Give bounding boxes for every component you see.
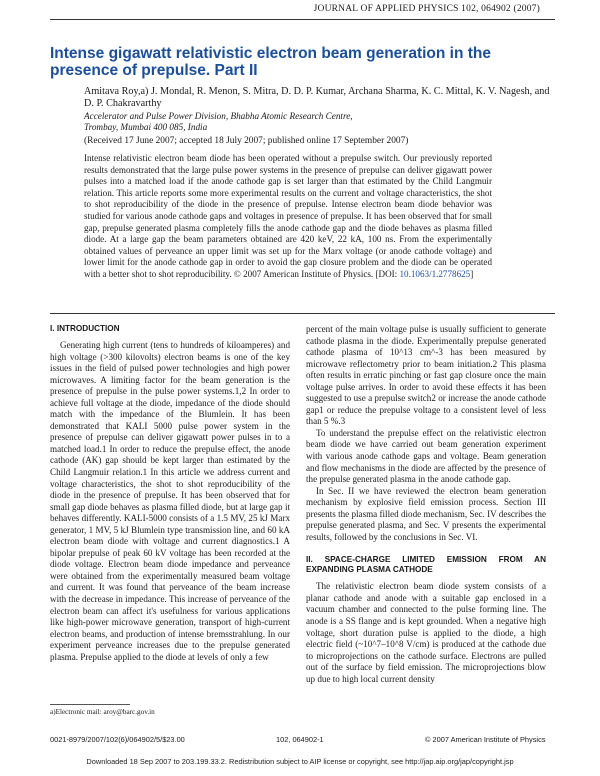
footnote: a)Electronic mail: aroy@barc.gov.in	[50, 708, 155, 716]
affiliation-line-2: Trombay, Mumbai 400 085, India	[84, 122, 208, 133]
sec2-paragraph-1: The relativistic electron beam diode system consists of a planar cathode and anode with a suitable gap enclosed in a vacuum chamber and connected to the pulse forming line. The anode is a SS flange and is kept grounded. When a negative high voltage, short duration pulse is applied to the diode, a high electric field (~10^7–10^8 V/cm) is produced at the cathode due to microprojections on the cathode surface. Electrons are pulled out of the surface by field emission. The microprojections blow up due to high local current density	[306, 581, 546, 684]
doi-link[interactable]: 10.1063/1.2778625	[399, 268, 471, 279]
footer-copyright: © 2007 American Institute of Physics	[425, 735, 546, 744]
footer-page-number: 102, 064902-1	[276, 735, 324, 744]
right-paragraph-2: To understand the prepulse effect on the relativistic electron beam diode we have carried out beam generation experiment with various anode cathode gaps and voltage. Beam generation and flow mechanisms in the diode are affected by the presence of the prepulse generated plasma in the anode cathode gap.	[306, 427, 546, 485]
left-column	[50, 324, 290, 663]
footer-issn: 0021-8979/2007/102(6)/064902/5/$23.00	[50, 735, 185, 744]
doi-close: ]	[470, 268, 474, 279]
right-column	[306, 324, 546, 685]
paper-title: Intense gigawatt relativistic electron beam generation in the presence of prepulse. Part II	[50, 45, 492, 79]
abstract	[84, 153, 492, 281]
abstract-text: Intense relativistic electron beam diode has been operated without a prepulse switch. Our previously reported results demonstrated that the large pulse power systems in the presence of prepulse can deliver gigawatt power pulses into a matched load if the anode cathode gap is set larger than that estimated by the Child Langmuir relation. This article reports some more experimental results on the current and voltage characteristics, the shot to shot reproducibility of the diode in the presence of prepulse. Intense electron beam diode behavior was studied for various anode cathode gaps and voltages in presence of prepulse. It has been observed that for small gap, prepulse generated plasma completely fills the anode cathode gap and the diode behaves as plasma filled diode. At a large gap the beam parameters obtained are 420 keV, 22 kA, 100 ns. From the experimentally obtained values of perveance an upper limit was set up for the Marx voltage (or anode cathode voltage) and lower limit for the anode cathode gap in order to avoid the gap closure problem and the diode can be operated with a better shot to shot reproducibility. © 2007 American Institute of Physics.	[84, 153, 492, 279]
author-list: Amitava Roy,a) J. Mondal, R. Menon, S. Mitra, D. D. P. Kumar, Archana Sharma, K. C. Mittal, K. V. Nagesh, and D. P. Chakravarthy	[84, 86, 550, 110]
header-rule	[50, 19, 555, 20]
section-heading-introduction: I. INTRODUCTION	[50, 324, 120, 333]
section-heading-space-charge: II. SPACE-CHARGE LIMITED EMISSION FROM AN EXPANDING PLASMA CATHODE	[306, 555, 546, 575]
right-paragraph-1: percent of the main voltage pulse is usually sufficient to generate cathode plasma in the diode. Experimentally prepulse generated cathode plasma of 10^13 cm^-3 has been measured by microwave reflectometry prior to beam initiation.2 This plasma often results in erratic pinching or fast gap closure once the main voltage pulse arrives. In order to avoid these effects it has been suggested to use a prepulse switch2 or increase the anode cathode gap1 or reduce the prepulse voltage to a consistent level of less than 5 %.3	[306, 324, 546, 427]
intro-paragraph: Generating high current (tens to hundreds of kiloamperes) and high voltage (>300 kilovolts) electron beams is one of the key issues in the field of pulsed power technologies and high power microwaves. A limiting factor for the beam generation is the presence of prepulse in the pulse power systems.1,2 In order to achieve full voltage at the diode, impedance of the diode should match with the impedance of the Blumlein. It has been demonstrated that KALI 5000 pulse power system in the presence of prepulse can deliver gigawatt power pulses in to a matched load.1 In order to reduce the prepulse effect, the anode cathode (AK) gap should be kept larger than estimated by the Child Langmuir relation.1 In this article we address current and voltage characteristics, the shot to shot reproducibility of the diode in the presence of prepulse. It has been observed that for small gap diode behaves as plasma filled diode, but at large gap it behaves differently. KALI-5000 consists of a 1.5 MV, 25 kJ Marx generator, 1 MV, 5 kJ Blumlein type transmission line, and 60 kA electron beam diode with voltage and current diagnostics.1 A bipolar prepulse of peak 60 kV voltage has been recorded at the diode voltage. Electron beam diode impedance and perveance were obtained from the experimentally measured beam voltage and current. It was found that perveance of the beam increase with the decrease in impedance. This increase of perveance of the electron beam can affect it's usefulness for various applications like high-power microwave generation, transport of high-current electron beams, and production of intense bremsstrahlung. In our experiment perveance increases due to the prepulse generated plasma. Prepulse applied to the diode at levels of only a few	[50, 340, 290, 662]
affiliation	[84, 111, 544, 133]
abstract-rule	[50, 313, 555, 314]
affiliation-line-1: Accelerator and Pulse Power Division, Bhabha Atomic Research Centre,	[84, 111, 353, 121]
download-notice: Downloaded 18 Sep 2007 to 203.199.33.2. Redistribution subject to AIP license or copyright, see http://jap.aip.org/jap/copyright.jsp	[86, 757, 514, 766]
received-dates: (Received 17 June 2007; accepted 18 July 2007; published online 17 September 2007)	[84, 136, 409, 146]
right-paragraph-3: In Sec. II we have reviewed the electron beam generation mechanism by explosive field emission process. Section III presents the plasma filled diode mechanism, Sec. IV describes the prepulse generated plasma, and Sec. V presents the experimental results, followed by the conclusions in Sec. VI.	[306, 485, 546, 542]
doi-label: [DOI:	[375, 268, 398, 279]
journal-header: JOURNAL OF APPLIED PHYSICS 102, 064902 (2007)	[313, 4, 540, 14]
footnote-rule	[50, 704, 130, 705]
